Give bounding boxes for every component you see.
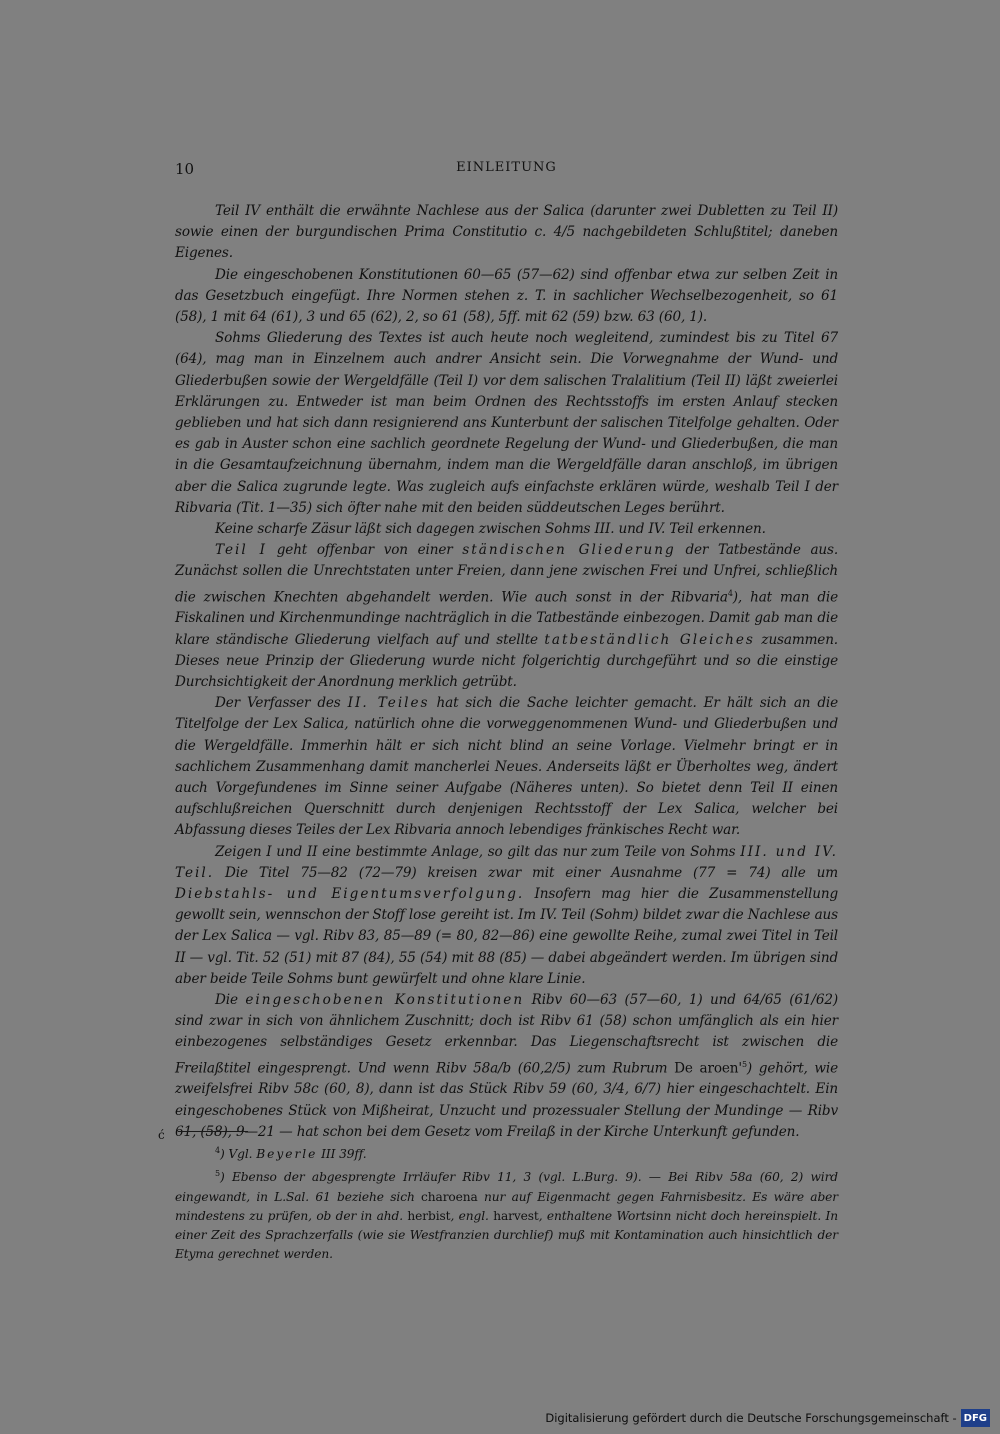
text-run: hat sich die Sache leichter gemacht. Er hält sich an die Titelfolge der Lex Salica, natürlich ohne die vorweggenommenen Wund- und Gliederbußen und die Wergeldfälle. Immerhin hält er sich nicht blind an seine Vorlage. Vielmehr bringt er in sachlichem Zusammenhang damit mancherlei Neues. Anderseits läßt er Überholtes weg, ändert auch Vorgefundenes im Sinne seiner Aufgabe (Näheres unten). So bietet denn Teil II einen aufschlußreichen Querschnitt durch denjenigen Rechtsstoff der Lex Salica, welcher bei Abfassung dieses Teiles der Lex Ribvaria annoch lebendiges fränkisches Recht war. (175, 695, 839, 839)
text-run: , enthaltene Wortsinn nicht doch hereinspielt. In einer Zeit des Sprachzerfalls (wie sie Westfranzien durchlief) muß mit Kontamination auch hinsichtlich der Etyma gerechnet werden. (175, 1208, 838, 1262)
text-run: ) Vgl. (220, 1147, 257, 1162)
paragraph (175, 990, 838, 1143)
paragraph (175, 842, 838, 990)
text-run: zusammen. Dieses neue Prinzip der Gliederung wurde nicht folgerichtig durchgeführt und so die einstige Durchsichtigkeit der Anordnung merklich getrübt. (175, 631, 838, 690)
paragraph: Keine scharfe Zäsur läßt sich dagegen zwischen Sohms III. und IV. Teil erkennen. (215, 521, 766, 538)
spaced-term: ständischen Gliederung (462, 542, 676, 559)
upright-term: herbist (407, 1208, 451, 1223)
spaced-term: eingeschobenen Konstitutionen (245, 992, 525, 1009)
footer-credit (545, 1408, 990, 1428)
text-run: Ribv 60—63 (57—60, 1) und 64/65 (61/62) sind zwar in sich von ähnlichem Zuschnitt; doch ist Ribv 61 (58) schon umfänglich als ein hier einbezogenes selbständiges Gesetz erkennbar. Das Liegenschaftsrecht ist zwischen die Freilaßtitel eingesprengt. Und wenn Ribv 58a/b (60,2/5) zum Rubrum (175, 992, 839, 1077)
text-run: der Tatbestände aus. Zunächst sollen die Unrechtstaten unter Freien, dann jene zwischen Frei und Unfrei, schließlich die zwischen Knechten abgehandelt werden. Wie auch sonst in der Ribvaria (175, 542, 838, 606)
text-run: , engl. (450, 1208, 494, 1223)
paragraph (175, 693, 838, 841)
text-run: Die (215, 992, 246, 1009)
spaced-term: Beyerle (256, 1147, 318, 1162)
spaced-term: tatbeständlich Gleiches (544, 631, 755, 648)
upright-term: charoena (421, 1189, 478, 1204)
dfg-logo[interactable]: DFG (961, 1409, 990, 1427)
text-run: Insofern mag hier die Zusammenstellung gewollt sein, wennschon der Stoff lose gereiht ist. Im IV. Teil (Sohm) bildet zwar die Nachlese aus der Lex Salica — vgl. Ribv 83, 85—89 (= 80, 82—86) eine gewollte Reihe, zumal zwei Titel in Teil II — vgl. Tit. 52 (51) mit 87 (84), 55 (54) mit 88 (85) — dabei abgeändert werden. Im übrigen sind aber beide Teile Sohms bunt gewürfelt und ohne klare Linie. (175, 886, 838, 987)
text-run: nur auf Eigenmacht gegen Fahrnisbesitz. Es wäre aber mindestens zu prüfen, ob der in ahd. (175, 1189, 838, 1223)
footnote-marker: 5 (215, 1169, 220, 1179)
footnote-rule (178, 1131, 248, 1132)
text-run: Der Verfasser des (215, 695, 348, 712)
text-run: ' (738, 1060, 742, 1077)
spaced-term: II. Teiles (347, 695, 430, 712)
upright-term: harvest (493, 1208, 539, 1223)
footnotes (175, 1141, 838, 1264)
text-run: ) gehört, wie zweifelsfrei Ribv 58c (60, 8), dann ist das Stück Ribv 59 (60, 3/4, 6/7) hier eingeschachtelt. Ein eingeschobenes Stück von Mißheirat, Unzucht und prozessualer Stellung der Mundinge — Ribv 61, (58), 9—21 — hat schon bei dem Gesetz vom Freilaß in der Kirche Unterkunft gefunden. (175, 1060, 838, 1140)
footnote (175, 1164, 838, 1264)
running-title: EINLEITUNG (456, 160, 557, 175)
text-run: Die Titel 75—82 (72—79) kreisen zwar mit einer Ausnahme (77 = 74) alle um (214, 864, 838, 881)
text-run: ) Ebenso der abgesprengte Irrläufer Ribv 11, 3 (vgl. L.Burg. 9). — Bei Ribv 58a (60, 2) wird eingewandt, in L.Sal. 61 beziehe sich (175, 1170, 838, 1204)
footnote-ref[interactable]: 4 (727, 588, 733, 598)
spaced-term: Teil I (215, 542, 268, 559)
paragraph: Die eingeschobenen Konstitutionen 60—65 (57—62) sind offenbar etwa zur selben Zeit in das Gesetzbuch eingefügt. Ihre Normen stehen z. T. in sachlicher Wechselbezogenheit, so 61 (58), 1 mit 64 (61), 3 und 65 (62), 2, so 61 (58), 5ff. mit 62 (59) bzw. 63 (60, 1). (175, 266, 838, 326)
page-header (175, 160, 838, 182)
upright-term: De aroen (674, 1060, 739, 1077)
paragraph: Teil IV enthält die erwähnte Nachlese aus der Salica (darunter zwei Dubletten zu Teil II) sowie einen der burgundischen Prima Constitutio c. 4/5 nachgebildeten Schlußtitel; daneben Eigenes. (175, 203, 838, 262)
body-text (175, 201, 838, 1143)
credit-text: Digitalisierung gefördert durch die Deutsche Forschungsgemeinschaft - (545, 1411, 957, 1425)
stray-mark: ć (158, 1128, 165, 1142)
footnote-ref[interactable]: 5 (741, 1059, 747, 1069)
footnote (175, 1141, 838, 1164)
paragraph (175, 540, 838, 693)
text-run: Zeigen I und II eine bestimmte Anlage, so gilt das nur zum Teile von Sohms (215, 843, 741, 860)
text-run: geht offenbar von einer (267, 542, 463, 559)
text-run: III 39ff. (317, 1147, 367, 1162)
page-number: 10 (175, 160, 195, 178)
paragraph: Sohms Gliederung des Textes ist auch heute noch wegleitend, zumindest bis zu Titel 67 (64), mag man in Einzelnem auch andrer Ansicht sein. Die Vorwegnahme der Wund- und Gliederbußen sowie der Wergeldfälle (Teil I) vor dem salischen Tralalitium (Teil II) läßt zweierlei Erklärungen zu. Entweder ist man beim Ordnen des Rechtsstoffs im ersten Anlauf stecken geblieben und hat sich dann resignierend ans Kunterbunt der salischen Titelfolge gehalten. Oder es gab in Auster schon eine sachlich geordnete Regelung der Wund- und Gliederbußen, die man in die Gesamtaufzeichnung übernahm, indem man die Wergeldfälle daran anschloß, im übrigen aber die Salica zugrunde legte. Was zugleich aufs einfachste erklären würde, weshalb Teil I der Ribvaria (Tit. 1—35) sich öfter nahe mit den beiden süddeutschen Leges berührt. (175, 330, 838, 516)
spaced-term: Diebstahls- und Eigentumsverfolgung. (175, 886, 525, 903)
text-run: ), hat man die Fiskalinen und Kirchenmundinge nachträglich in die Tatbestände einbezogen. Damit gab man die klare ständische Gliederung vielfach auf und stellte (175, 589, 839, 648)
spaced-term: III. und IV. Teil. (175, 843, 839, 881)
footnote-marker: 4 (215, 1146, 220, 1155)
